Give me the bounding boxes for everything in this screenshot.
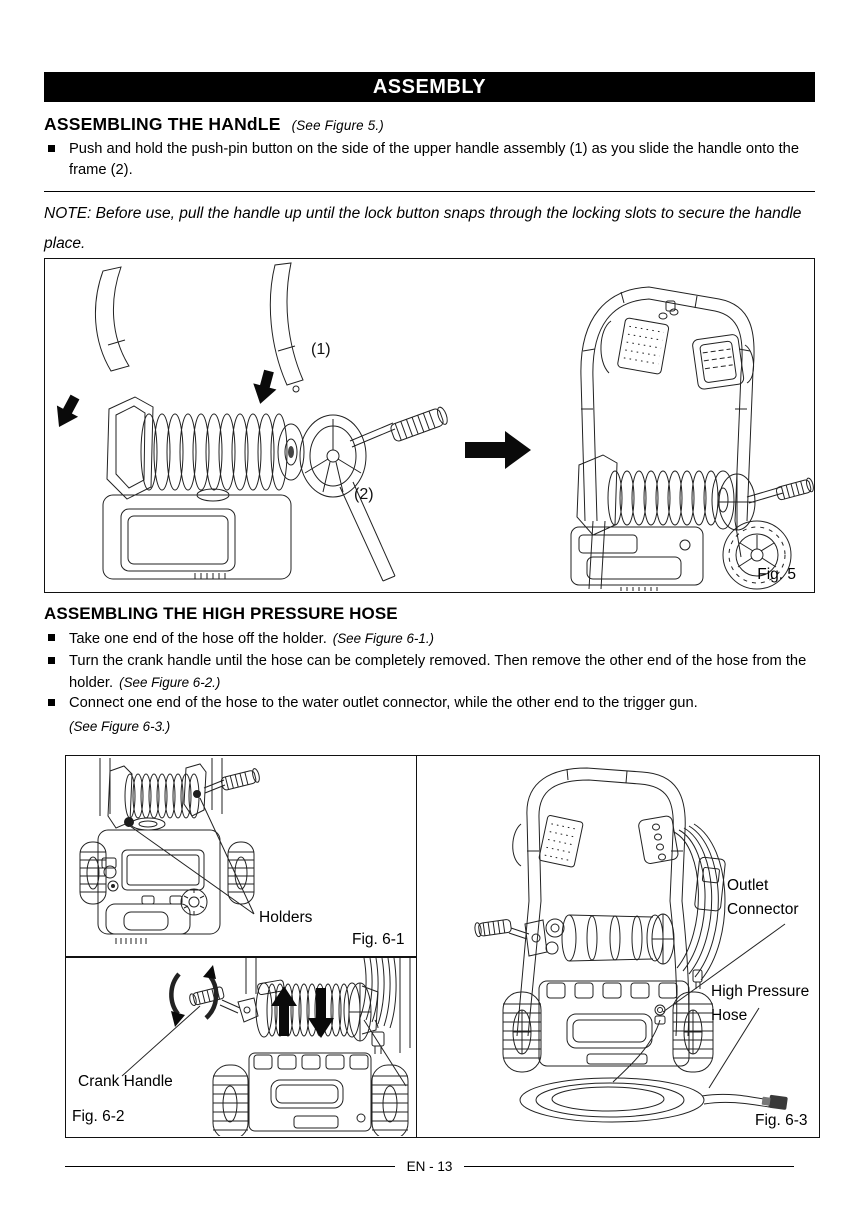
down-arrow-icon <box>249 368 281 407</box>
left-wheel <box>80 842 106 904</box>
hose-bullet-3-text: Connect one end of the hose to the water outlet connector, while the other end to the trigger gun. <box>69 695 698 711</box>
figure61-box <box>65 755 417 957</box>
page-footer <box>44 1159 815 1174</box>
bullet-square-icon <box>48 145 55 152</box>
handle-loop <box>527 768 685 901</box>
figure63-outlet-label <box>727 874 799 922</box>
figure61-holders-label: Holders <box>259 909 313 926</box>
machine-body-rear <box>249 1053 371 1131</box>
section-banner <box>44 72 815 102</box>
assembled-handle-loop <box>581 287 754 521</box>
down-arrow-icon <box>48 391 85 432</box>
right-wheel <box>228 842 254 904</box>
figure61-caption: Fig. 6-1 <box>352 931 405 948</box>
figure5-callout-1: (1) <box>311 341 331 358</box>
hose-bullet-2 <box>44 651 809 694</box>
reel-right-bracket <box>184 764 206 816</box>
hose-bullet-3 <box>44 693 809 737</box>
machine-body-left <box>103 489 291 579</box>
hose-bullet-1-text: Take one end of the hose off the holder. <box>69 631 327 647</box>
figure63-outlet-line2: Connector <box>727 901 799 918</box>
hose-bullet-2-ref: (See Figure 6-2.) <box>119 675 221 690</box>
ground-hose-coil <box>520 1020 788 1122</box>
figure63-hose-line2: Hose <box>711 1007 748 1024</box>
crank-leader-line <box>122 1006 200 1076</box>
bullet-square-icon <box>48 699 55 706</box>
handle-section-heading <box>44 114 815 135</box>
down-arrow-icon <box>308 988 334 1038</box>
bullet-square-icon <box>48 634 55 641</box>
hose-section-heading <box>44 604 815 624</box>
figure61-drawing <box>66 756 415 955</box>
handle-bullet-text: Push and hold the push-pin button on the side of the upper handle assembly (1) as you slide the handle onto the frame (2). <box>69 141 799 178</box>
assembled-reel <box>577 455 755 535</box>
frame-tubes <box>246 958 410 1053</box>
reel-left-bracket <box>108 766 134 828</box>
bullet-square-icon <box>48 657 55 664</box>
reel-left-bracket <box>107 397 153 499</box>
panel-perforated <box>513 815 584 867</box>
hose-bullet-1-ref: (See Figure 6-1.) <box>332 631 434 646</box>
panel-grip <box>659 301 754 390</box>
figure5-callout-2: (2) <box>354 486 374 503</box>
machine-body-rear <box>539 981 689 1066</box>
figure5-box <box>44 258 815 593</box>
hose-reel-drum <box>141 414 304 490</box>
page-number: EN - 13 <box>406 1159 453 1174</box>
right-wheel <box>372 1065 408 1136</box>
vent-ticks <box>116 938 146 944</box>
handle-heading-text: ASSEMBLING THE HANdLE <box>44 114 281 134</box>
hose-reel-drum <box>546 914 674 964</box>
hose-heading-text: ASSEMBLING THE HIGH PRESSURE HOSE <box>44 604 398 623</box>
left-wheel <box>503 992 541 1072</box>
hose-bullet-2-text: Turn the crank handle until the hose can be completely removed. Then remove the other end of the hose from the holder. <box>69 653 807 691</box>
footer-rule-left <box>65 1166 395 1167</box>
dial-knob <box>181 889 207 915</box>
inlet-funnel <box>131 818 165 830</box>
figure62-crank-label: Crank Handle <box>78 1073 173 1090</box>
figure5-caption: Fig. 5 <box>757 566 796 583</box>
reel-right-frame <box>300 415 366 497</box>
divider-rule <box>44 191 815 192</box>
note-text: NOTE: Before use, pull the handle up until the lock button snaps through the locking slots to secure the handle place. <box>44 205 802 252</box>
figure63-outlet-line1: Outlet <box>727 877 769 894</box>
figure63-box <box>416 755 820 1138</box>
handle-heading-figure-ref: (See Figure 5.) <box>291 118 384 133</box>
right-wheel <box>673 992 713 1072</box>
section-banner-title: ASSEMBLY <box>372 76 487 98</box>
figure63-caption: Fig. 6-3 <box>755 1112 808 1129</box>
figure5-drawing <box>45 259 814 591</box>
figure62-box <box>65 957 417 1138</box>
assembled-crank <box>747 477 814 503</box>
panel-perforated <box>601 318 669 375</box>
hanging-hose-coil <box>674 824 726 989</box>
note-paragraph <box>44 199 824 258</box>
figure63-hose-label <box>711 980 809 1028</box>
left-wheel <box>213 1065 248 1136</box>
pump-fittings <box>102 858 118 891</box>
hose-reel-drum <box>125 774 199 818</box>
figure63-drawing <box>417 756 818 1136</box>
figure62-caption: Fig. 6-2 <box>72 1108 125 1125</box>
crank-handle-drawing <box>189 986 258 1022</box>
crank-handle-drawing <box>350 406 449 447</box>
hose-bullet-1 <box>44 628 809 650</box>
handle-bullet-item <box>44 139 809 181</box>
upper-handle-tube-left <box>95 267 129 371</box>
footer-rule-right <box>464 1166 794 1167</box>
upper-handle-tube-right <box>270 263 303 392</box>
figure63-hose-line1: High Pressure <box>711 983 810 1000</box>
right-arrow-icon <box>465 431 531 469</box>
hose-bullet-3-ref: (See Figure 6-3.) <box>69 719 171 734</box>
